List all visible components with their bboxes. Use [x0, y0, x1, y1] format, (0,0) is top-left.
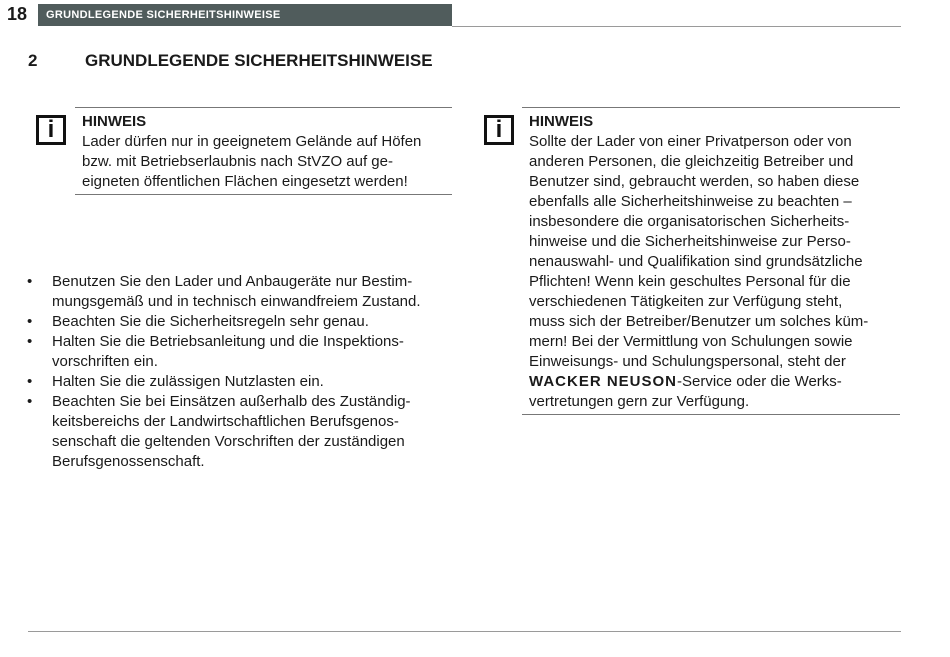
- bullet-line: Halten Sie die zulässigen Nutzlasten ein.: [52, 373, 324, 390]
- note-line: anderen Personen, die gleichzeitig Betreiber und: [529, 153, 854, 170]
- info-icon: i: [36, 115, 66, 145]
- info-icon: i: [484, 115, 514, 145]
- note-line: Einweisungs- und Schulungspersonal, steht der: [529, 353, 846, 370]
- brand-suffix: -Service oder die Werks-: [677, 373, 842, 390]
- note-line: bzw. mit Betriebserlaubnis nach StVZO auf ge-: [82, 153, 393, 170]
- bullet: •: [27, 313, 33, 330]
- list-item: [27, 332, 452, 372]
- footer-rule: [28, 631, 901, 632]
- note-line: mern! Bei der Vermittlung von Schulungen sowie: [529, 333, 853, 350]
- bullet-line: Beachten Sie die Sicherheitsregeln sehr genau.: [52, 313, 369, 330]
- bullet-line: mungsgemäß und in technisch einwandfreiem Zustand.: [52, 293, 421, 310]
- running-header: GRUNDLEGENDE SICHERHEITSHINWEISE: [38, 4, 452, 26]
- bullet-line: Benutzen Sie den Lader und Anbaugeräte nur Bestim-: [52, 273, 413, 290]
- bullet-line: Berufsgenossenschaft.: [52, 453, 205, 470]
- note-line: eigneten öffentlichen Flächen eingesetzt werden!: [82, 173, 408, 190]
- bullet: •: [27, 373, 33, 390]
- note-line: muss sich der Betreiber/Benutzer um solches küm-: [529, 313, 869, 330]
- note-line: nenauswahl- und Qualifikation sind grundsätzliche: [529, 253, 863, 270]
- note-heading: HINWEIS: [529, 113, 594, 130]
- list-item: [27, 392, 452, 472]
- note-line: Pflichten! Wenn kein geschultes Personal für die: [529, 273, 851, 290]
- note-line: ebenfalls alle Sicherheitshinweise zu beachten –: [529, 193, 852, 210]
- note-line: vertretungen gern zur Verfügung.: [529, 393, 750, 410]
- note-line: Sollte der Lader von einer Privatperson oder von: [529, 133, 852, 150]
- page-number: 18: [7, 4, 28, 24]
- list-item: [27, 272, 452, 312]
- note-line: Lader dürfen nur in geeignetem Gelände auf Höfen: [82, 133, 422, 150]
- note-heading: HINWEIS: [82, 113, 147, 130]
- note-line: insbesondere die organisatorischen Sicherheits-: [529, 213, 850, 230]
- note-line: [529, 372, 894, 392]
- bullet-line: keitsbereichs der Landwirtschaftlichen Berufsgenos-: [52, 413, 399, 430]
- section-title: GRUNDLEGENDE SICHERHEITSHINWEISE: [85, 51, 433, 70]
- bullet-line: Halten Sie die Betriebsanleitung und die Inspektions-: [52, 333, 404, 350]
- bullet-line: Beachten Sie bei Einsätzen außerhalb des Zuständig-: [52, 393, 411, 410]
- note-text: [82, 132, 446, 192]
- note-line: verschiedenen Tätigkeiten zur Verfügung steht,: [529, 293, 843, 310]
- brand-name: WACKER NEUSON: [529, 373, 678, 390]
- safety-bullet-list: [27, 272, 452, 472]
- header-rule: [452, 26, 901, 27]
- note-line: Benutzer sind, gebraucht werden, so haben diese: [529, 173, 860, 190]
- bullet-line: vorschriften ein.: [52, 353, 158, 370]
- list-item: [27, 372, 452, 392]
- bullet: •: [27, 393, 33, 410]
- note-line: hinweise und die Sicherheitshinweise zur Perso-: [529, 233, 851, 250]
- list-item: [27, 312, 452, 332]
- note-text: [529, 132, 894, 412]
- bullet-line: senschaft die geltenden Vorschriften der zuständigen: [52, 433, 405, 450]
- bullet: •: [27, 273, 33, 290]
- section-number: 2: [28, 51, 38, 70]
- bullet: •: [27, 333, 33, 350]
